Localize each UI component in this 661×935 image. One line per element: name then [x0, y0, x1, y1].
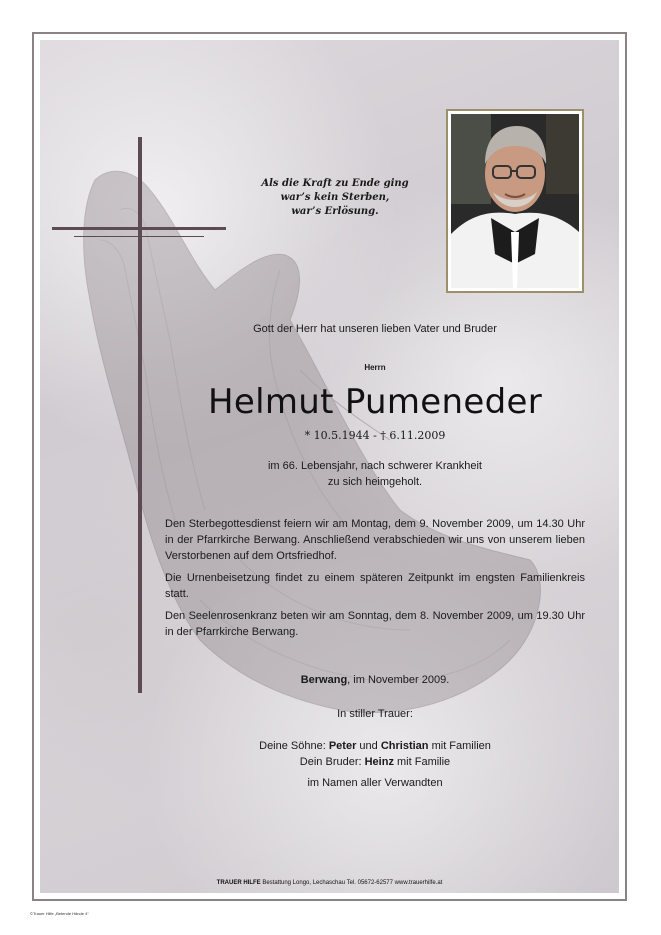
son-name-2: Christian — [380, 740, 429, 752]
son-name-1: Peter — [328, 740, 357, 752]
cross-horizontal-line — [74, 236, 204, 237]
quote-line-2: war’s kein Sterben, — [280, 192, 390, 203]
sons-prefix: Deine Söhne: — [259, 740, 329, 752]
funeral-paragraph: Den Sterbegottesdienst feiern wir am Montag, dem 9. November 2009, um 14.30 Uhr in der Pfarrkirche Berwang. Anschließend verabschieden wir uns von unserem lieben Verstorbenen auf dem Ortsfriedhof. — [165, 518, 585, 562]
brother-suffix: mit Familie — [393, 756, 451, 768]
family-list — [165, 738, 585, 770]
sons-suffix: mit Familien — [428, 740, 491, 752]
copyright-note: ©Trauer Hilfe „Betende Hände 4“ — [30, 911, 89, 916]
brother-prefix: Dein Bruder: — [299, 756, 365, 768]
quote-line-3: war’s Erlösung. — [291, 206, 379, 217]
quote-line-1: Als die Kraft zu Ende ging — [261, 178, 409, 189]
cross-horizontal-beam — [52, 227, 226, 230]
portrait-photo — [451, 114, 579, 288]
sons-and: und — [356, 740, 381, 752]
obituary-paper — [40, 40, 619, 893]
mourning-text: In stiller Trauer: — [337, 708, 413, 720]
service-details — [165, 516, 585, 646]
rosary-paragraph: Den Seelenrosenkranz beten wir am Sonntag, dem 8. November 2009, um 19.30 Uhr in der Pfarrkirche Berwang. — [165, 610, 585, 638]
age-text-line-1: im 66. Lebensjahr, nach schwerer Krankheit — [267, 460, 482, 472]
footer — [40, 880, 619, 886]
place-town: Berwang — [300, 674, 348, 686]
cross-vertical-beam — [138, 137, 142, 693]
age-text-line-2: zu sich heimgeholt. — [327, 476, 423, 488]
urn-paragraph: Die Urnenbeisetzung findet zu einem späteren Zeitpunkt im engsten Familienkreis statt. — [165, 572, 585, 600]
footer-details: Bestattung Longo, Lechaschau Tel. 05672-62577 www.trauerhilfe.at — [260, 880, 443, 886]
honorific: Herrn — [364, 363, 386, 372]
portrait-frame — [446, 109, 584, 293]
memorial-quote — [230, 177, 440, 219]
footer-company: TRAUER HILFE — [216, 880, 261, 886]
deceased-name: Helmut Pumeneder — [208, 382, 542, 422]
brother-line — [165, 754, 585, 770]
age-text — [165, 458, 585, 490]
brother-name: Heinz — [364, 756, 394, 768]
relatives-text: im Namen aller Verwandten — [307, 777, 443, 789]
life-dates: * 10.5.1944 - † 6.11.2009 — [304, 429, 446, 442]
place-date-line — [165, 674, 585, 686]
sons-line — [165, 738, 585, 754]
place-date: , im November 2009. — [347, 674, 450, 686]
intro-text: Gott der Herr hat unseren lieben Vater und Bruder — [253, 323, 497, 335]
